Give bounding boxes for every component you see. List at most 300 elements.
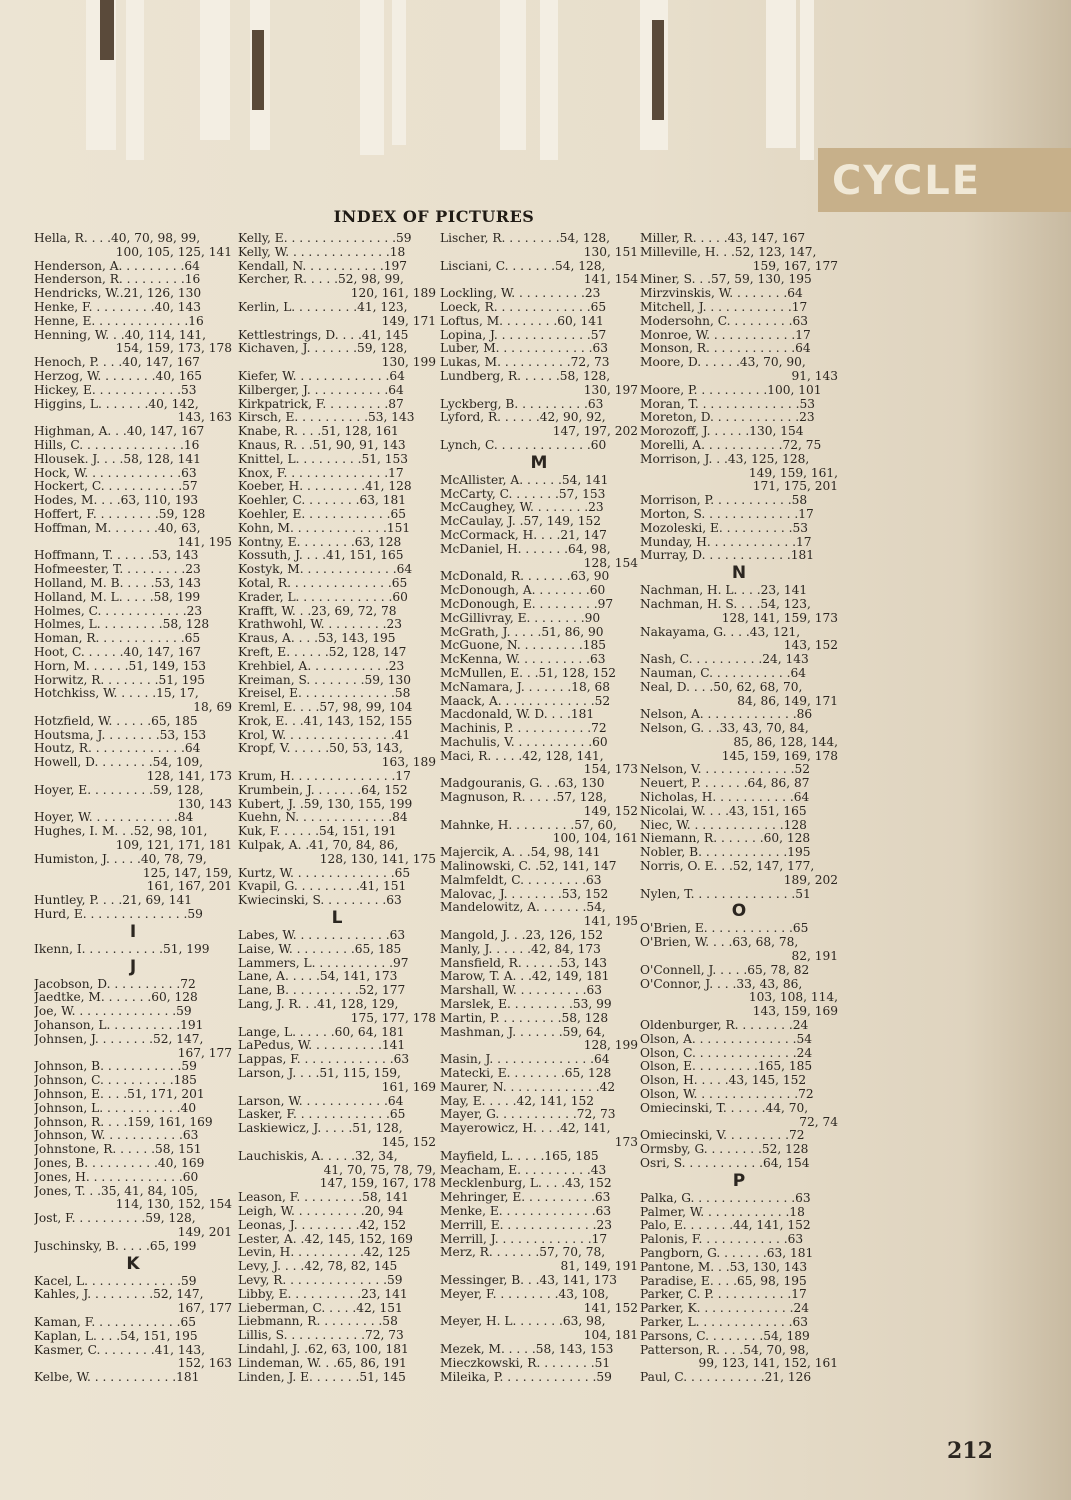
index-entry: Osri, S. . . . . . . . . . .64, 154 (640, 1157, 810, 1170)
index-entry: Holmes, L. . . . . . . . .58, 128 (34, 618, 210, 632)
index-entry: Mitchell, J. . . . . . . . . . . .17 (640, 300, 808, 314)
index-column-2 (238, 232, 436, 1384)
index-entry: Norris, O. E. . .52, 147, 177, (640, 860, 815, 874)
index-entry: Nakayama, G. . . .43, 121, (640, 625, 801, 639)
index-entry: Johnson, C. . . . . . . . . .185 (34, 1074, 197, 1088)
index-entry: Homan, R. . . . . . . . . . . .65 (34, 632, 201, 646)
index-entry: Paul, C. . . . . . . . . . .21, 126 (640, 1371, 812, 1385)
index-entry: Nobler, B. . . . . . . . . . . .195 (640, 846, 811, 860)
index-entry-continuation: 128, 130, 141, 175 (319, 852, 436, 866)
index-entry: Hoot, C. . . . . .40, 147, 167 (34, 645, 201, 659)
index-entry: Patterson, R. . . .54, 70, 98, (640, 1343, 810, 1357)
index-entry: Lappas, F. . . . . . . . . . . . .63 (238, 1053, 410, 1067)
index-entry: Hoyer, W. . . . . . . . . . . .84 (34, 811, 194, 825)
index-entry: Niemann, R. . . . . . .60, 128 (640, 832, 811, 846)
index-entry-continuation: 143, 152 (783, 639, 838, 653)
index-column-3 (440, 232, 638, 1384)
index-entry: O'Brien, E. . . . . . . . . . . .65 (640, 922, 809, 936)
index-entry: Johnson, B. . . . . . . . . . .59 (34, 1060, 197, 1074)
index-entry: Kubert, J. .59, 130, 155, 199 (238, 797, 413, 811)
index-entry: Kerlin, L. . . . . . . . .41, 123, (238, 300, 408, 314)
index-entry-continuation: 141, 195 (583, 915, 638, 929)
index-entry: Krathwohl, W. . . . . . . . .23 (238, 618, 402, 632)
index-entry: McMullen, E. . .51, 128, 152 (440, 666, 617, 680)
index-entry: Olson, A. . . . . . . . . . . . . .54 (640, 1032, 812, 1046)
index-entry: Palmer, W. . . . . . . . . . . .18 (640, 1205, 805, 1219)
index-entry-continuation: 154, 173 (583, 763, 638, 777)
index-entry: Kilberger, J. . . . . . . . . . .64 (238, 383, 404, 397)
index-entry: Hockert, C. . . . . . . . . . .57 (34, 480, 198, 494)
index-entry: Nauman, C. . . . . . . . . . .64 (640, 666, 806, 680)
index-entry-continuation: 149, 159, 161, (748, 466, 838, 480)
index-entry: Lane, B. . . . . . . . . .52, 177 (238, 984, 406, 998)
index-entry: Hoyer, E. . . . . . . . .59, 128, (34, 783, 204, 797)
index-entry-continuation: 141, 152 (583, 1301, 638, 1315)
index-entry: Kelly, E. . . . . . . . . . . . . . .59 (238, 232, 412, 245)
index-entry: McDonough, E. . . . . . . . .97 (440, 597, 614, 611)
index-entry: May, E. . . . .42, 141, 152 (440, 1094, 595, 1108)
index-entry: Monroe, W. . . . . . . . . . . .17 (640, 328, 811, 342)
index-entry: Milleville, H. . .52, 123, 147, (640, 245, 817, 259)
index-entry: Johanson, L. . . . . . . . . .191 (34, 1019, 204, 1033)
index-entry: Mayerowicz, H. . . .42, 141, (440, 1122, 611, 1136)
index-entry: Hotzfield, W. . . . . .65, 185 (34, 714, 198, 728)
index-entry-continuation: 154, 159, 173, 178 (115, 342, 232, 356)
index-entry: Levy, R. . . . . . . . . . . . . .59 (238, 1273, 403, 1287)
index-entry-continuation: 128, 154 (583, 556, 638, 570)
index-entry-continuation: 159, 167, 177 (752, 259, 838, 273)
banner-stripe (200, 0, 230, 140)
index-entry: Mayfield, L. . . . .165, 185 (440, 1149, 599, 1163)
index-entry: O'Connell, J. . . . .65, 78, 82 (640, 963, 810, 977)
page-number: 212 (947, 1438, 993, 1464)
index-entry-continuation: 120, 161, 189 (350, 287, 436, 301)
index-entry: Krok, E. . .41, 143, 152, 155 (238, 714, 413, 728)
index-entry: Liebmann, R. . . . . . . . .58 (238, 1315, 398, 1329)
index-entry: Libby, E. . . . . . . . . .23, 141 (238, 1287, 408, 1301)
index-entry-continuation: 147, 159, 167, 178 (319, 1177, 436, 1191)
index-entry: Mandelowitz, A. . . . . . .54, (440, 901, 606, 915)
banner-stripe (500, 0, 526, 150)
index-entry: Jones, B. . . . . . . . . .40, 169 (34, 1157, 205, 1170)
cycle-banner (818, 148, 1071, 212)
index-entry: Koeber, H. . . . . . . . .41, 128 (238, 480, 412, 494)
index-entry: Nelson, V. . . . . . . . . . . . .52 (640, 763, 810, 777)
index-entry: Olson, C. . . . . . . . . . . . . .24 (640, 1046, 813, 1060)
index-entry: Luber, M. . . . . . . . . . . . .63 (440, 342, 609, 356)
index-entry: Niec, W. . . . . . . . . . . . .128 (640, 818, 807, 832)
index-entry: McDonough, A. . . . . . . .60 (440, 584, 606, 598)
index-entry-continuation: 145, 159, 169, 178 (721, 749, 838, 763)
index-entry: Highman, A. . .40, 147, 167 (34, 425, 205, 439)
index-entry: Labes, W. . . . . . . . . . . . .63 (238, 929, 406, 943)
index-entry-continuation: 173 (614, 1136, 638, 1149)
index-entry: Houtsma, J. . . . . . . .53, 153 (34, 728, 207, 742)
index-entry-continuation: 125, 147, 159, (142, 866, 232, 880)
index-entry: Ormsby, G. . . . . . . .52, 128 (640, 1143, 809, 1157)
index-entry: Kacel, L. . . . . . . . . . . . .59 (34, 1274, 197, 1288)
index-entry: Henoch, P. . . .40, 147, 167 (34, 356, 200, 370)
letter-heading: J (129, 957, 137, 977)
index-entry: Machulis, V. . . . . . . . . . .60 (440, 735, 608, 749)
index-entry: Nicolai, W. . . .43, 151, 165 (640, 804, 807, 818)
index-entry: Larson, W. . . . . . . . . . . .64 (238, 1094, 404, 1108)
index-entry: Macdonald, W. D. . . .181 (440, 708, 595, 722)
index-entry: Morelli, A. . . . . . . . . . .72, 75 (640, 438, 822, 452)
index-entry: Maurer, N. . . . . . . . . . . . .42 (440, 1080, 616, 1094)
index-entry: Kaman, F. . . . . . . . . . . .65 (34, 1315, 196, 1329)
index-entry: Ikenn, I. . . . . . . . . . .51, 199 (34, 942, 210, 956)
letter-heading: P (732, 1171, 746, 1191)
index-entry: Herzog, W. . . . . . . .40, 165 (34, 369, 202, 383)
index-entry-continuation: 163, 189 (381, 756, 436, 770)
index-entry-continuation: 99, 123, 141, 152, 161 (698, 1357, 838, 1371)
banner-stripe (652, 20, 664, 120)
index-entry-continuation: 145, 152 (381, 1136, 436, 1149)
index-entry: Kasmer, C. . . . . . . .41, 143, (34, 1343, 206, 1357)
index-entry-continuation: 104, 181 (583, 1329, 638, 1343)
index-entry: Henning, W. . .40, 114, 141, (34, 328, 207, 342)
index-entry: Lane, A. . . . .54, 141, 173 (238, 970, 398, 984)
index-entry: Johnson, W. . . . . . . . . . .63 (34, 1129, 199, 1143)
index-entry: Howell, D. . . . . . . .54, 109, (34, 756, 203, 770)
index-entry-continuation: 128, 141, 159, 173 (721, 611, 838, 625)
banner-stripe (126, 0, 144, 160)
index-entry: Malmfeldt, C. . . . . . . . .63 (440, 873, 602, 887)
index-entry: McDaniel, H. . . . . . .64, 98, (440, 542, 611, 556)
index-entry: Kirkpatrick, F. . . . . . . . .87 (238, 397, 404, 411)
index-entry: Kwiecinski, S. . . . . . . . .63 (238, 894, 402, 908)
index-entry: O'Connor, J. . . .33, 43, 86, (640, 977, 803, 991)
index-entry: Mozoleski, E. . . . . . . . . .53 (640, 521, 808, 535)
index-entry: Palka, G. . . . . . . . . . . . . .63 (640, 1191, 811, 1205)
index-entry-continuation: 152, 163 (177, 1357, 232, 1371)
index-entry-continuation: 161, 167, 201 (146, 880, 232, 894)
letter-heading: O (731, 902, 747, 922)
index-entry: Levin, H. . . . . . . . . .42, 125 (238, 1246, 411, 1260)
index-entry: Machinis, P. . . . . . . . . . .72 (440, 722, 607, 736)
index-entry-continuation: 175, 177, 178 (350, 1011, 436, 1025)
index-entry-continuation: 114, 130, 152, 154 (115, 1198, 232, 1212)
index-entry: Kreml, E. . . .57, 98, 99, 104 (238, 701, 413, 715)
index-entry: Mezek, M. . . . .58, 143, 153 (440, 1342, 614, 1356)
index-entry: Mashman, J. . . . . . .59, 64, (440, 1025, 606, 1039)
index-entry: Larson, J. . . .51, 115, 159, (238, 1067, 401, 1081)
index-entry: Johnstone, R. . . . . .58, 151 (34, 1143, 202, 1157)
index-entry: Merz, R. . . . . . .57, 70, 78, (440, 1246, 606, 1260)
index-entry: Nachman, H. S. . . .54, 123, (640, 597, 811, 611)
index-entry: Olson, E. . . . . . . . .165, 185 (640, 1060, 813, 1074)
index-entry: Lieberman, C. . . . .42, 151 (238, 1301, 403, 1315)
index-entry: Murray, D. . . . . . . . . . . .181 (640, 549, 814, 563)
index-entry: Lang, J. R. . .41, 128, 129, (238, 998, 399, 1012)
index-entry: Hotchkiss, W. . . . . .15, 17, (34, 687, 199, 701)
letter-heading: K (126, 1254, 140, 1274)
index-entry: Mangold, J. . .23, 126, 152 (440, 929, 604, 943)
index-entry: Moreton, D. . . . . . . . . . . .23 (640, 411, 815, 425)
index-entry: Hoffman, M. . . . . . .40, 63, (34, 521, 201, 535)
index-entry: Huntley, P. . . .21, 69, 141 (34, 894, 192, 908)
index-entry: Parker, K. . . . . . . . . . . . .24 (640, 1302, 810, 1316)
index-entry: Krafft, W. . .23, 69, 72, 78 (238, 604, 397, 618)
index-entry-continuation: 91, 143 (791, 369, 838, 383)
index-entry: Kahles, J. . . . . . . . .52, 147, (34, 1288, 204, 1302)
index-entry: Nylen, T. . . . . . . . . . . . . .51 (640, 887, 811, 901)
banner-stripe (100, 0, 114, 60)
index-entry: Miller, R. . . . .43, 147, 167 (640, 232, 806, 245)
index-entry: Neuert, P. . . . . . .64, 86, 87 (640, 777, 810, 791)
index-entry: McGrath, J. . . . .51, 86, 90 (440, 625, 604, 639)
index-entry-continuation: 128, 141, 173 (146, 770, 232, 784)
index-entry: Morrison, J. . .43, 125, 128, (640, 452, 810, 466)
index-entry: Kontny, E. . . . . . . .63, 128 (238, 535, 402, 549)
index-entry: Paradise, E. . . .65, 98, 195 (640, 1274, 807, 1288)
index-entry: Krader, L. . . . . . . . . . . . .60 (238, 590, 408, 604)
cycle-banner-text: CYCLE (832, 158, 982, 204)
index-entry-continuation: 143, 163 (177, 411, 232, 425)
index-entry: Knox, F. . . . . . . . . . . . . .17 (238, 466, 404, 480)
index-entry-continuation: 130, 151 (583, 245, 638, 259)
index-entry: Nachman, H. L. . . .23, 141 (640, 584, 808, 598)
index-entry: Kropf, V. . . . . .50, 53, 143, (238, 742, 403, 756)
index-entry: Lange, L. . . . . .60, 64, 181 (238, 1025, 405, 1039)
index-entry: Nash, C. . . . . . . . . .24, 143 (640, 653, 809, 667)
index-entry: Kurtz, W. . . . . . . . . . . . . .65 (238, 866, 411, 880)
index-entry: Modersohn, C. . . . . . . . .63 (640, 314, 808, 328)
index-entry: Maci, R. . . . .42, 128, 141, (440, 749, 604, 763)
index-entry: McGuone, N. . . . . . . . .185 (440, 639, 607, 653)
index-entry: Hoffert, F. . . . . . . . .59, 128 (34, 507, 206, 521)
index-entry: Kelly, W. . . . . . . . . . . . . .18 (238, 245, 406, 259)
index-entry: Malinowski, C. .52, 141, 147 (440, 860, 617, 874)
index-entry: Kostyk, M. . . . . . . . . . . . .64 (238, 563, 413, 577)
banner-stripe (360, 0, 384, 155)
index-entry: Masin, J. . . . . . . . . . . . . .64 (440, 1053, 610, 1067)
index-entry: Levy, J. . . .42, 78, 82, 145 (238, 1260, 398, 1274)
index-entry-continuation: 100, 104, 161 (552, 832, 638, 846)
index-entry-continuation: 18, 69 (193, 701, 232, 715)
index-entry: Horn, M. . . . . .51, 149, 153 (34, 659, 207, 673)
index-entry: Hodes, M. . . .63, 110, 193 (34, 494, 199, 508)
index-entry: Hlousek. J. . . .58, 128, 141 (34, 452, 201, 466)
index-entry: Henne, E. . . . . . . . . . . . .16 (34, 314, 204, 328)
index-entry-continuation: 82, 191 (791, 950, 838, 964)
index-entry: Loftus, M. . . . . . . .60, 141 (440, 314, 604, 328)
index-entry: Houtz, R. . . . . . . . . . . . .64 (34, 742, 201, 756)
index-entry: Mirzvinskis, W. . . . . . . .64 (640, 287, 803, 301)
index-entry: Marshall, W. . . . . . . . . .63 (440, 984, 602, 998)
index-entry: Koehler, C. . . . . . . .63, 181 (238, 494, 407, 508)
index-entry: Marslek, E. . . . . . . . .53, 99 (440, 998, 612, 1012)
index-entry: Lindeman, W. . .65, 86, 191 (238, 1356, 407, 1370)
index-entry: Johnson, E. . . .51, 171, 201 (34, 1088, 205, 1102)
index-entry: Martin, P. . . . . . . . .58, 128 (440, 1011, 609, 1025)
index-entry: Lester, A. .42, 145, 152, 169 (238, 1232, 413, 1246)
index-entry: Lasker, F. . . . . . . . . . . . .65 (238, 1108, 406, 1122)
index-entry: Merrill, J. . . . . . . . . . . . .17 (440, 1232, 608, 1246)
index-entry: McCarty, C. . . . . . .57, 153 (440, 487, 606, 501)
banner-stripe (540, 0, 558, 160)
index-entry: Marow, T. A. . .42, 149, 181 (440, 970, 610, 984)
index-entry: Hendricks, W..21, 126, 130 (34, 287, 202, 301)
index-entry-continuation: 130, 143 (177, 797, 232, 811)
index-entry: McGillivray, E. . . . . . . .90 (440, 611, 601, 625)
index-entry: Kettlestrings, D. . . .41, 145 (238, 328, 409, 342)
index-entry: Lyford, R. . . . . .42, 90, 92, (440, 411, 606, 425)
index-entry: Meyer, F. . . . . . . . .43, 108, (440, 1287, 609, 1301)
index-entry: Henderson, A. . . . . . . . .64 (34, 259, 200, 273)
index-entry-continuation: 147, 197, 202 (552, 425, 638, 439)
index-entry: Johnson, R. . . .159, 161, 169 (34, 1115, 213, 1129)
index-entry: Meacham, E. . . . . . . . . .43 (440, 1163, 607, 1177)
index-entry: Kreiman, S. . . . . . . .59, 130 (238, 673, 412, 687)
index-entry: Pantone, M. . .53, 130, 143 (640, 1260, 808, 1274)
index-entry: Munday, H. . . . . . . . . . . .17 (640, 535, 812, 549)
index-entry: Laise, W. . . . . . . . .65, 185 (238, 942, 402, 956)
index-entry: Lopina, J. . . . . . . . . . . . .57 (440, 328, 607, 342)
index-entry: Lukas, M. . . . . . . . . .72, 73 (440, 356, 610, 370)
index-entry: Oldenburger, R. . . . . . . .24 (640, 1019, 809, 1033)
index-entry-continuation: 103, 108, 114, (748, 991, 838, 1005)
index-entry: Olson, H. . . . .43, 145, 152 (640, 1074, 807, 1088)
index-entry: Jones, H. . . . . . . . . . . . .60 (34, 1170, 199, 1184)
index-entry: Lisciani, C. . . . . . .54, 128, (440, 259, 606, 273)
index-entry: Holmes, C. . . . . . . . . . . .23 (34, 604, 203, 618)
index-entry: Kvapil, G. . . . . . . . .41, 151 (238, 880, 407, 894)
index-entry: McAllister, A. . . . . .54, 141 (440, 473, 609, 487)
index-entry: Lundberg, R. . . . . .58, 128, (440, 369, 611, 383)
index-entry: Leigh, W. . . . . . . . . .20, 94 (238, 1204, 404, 1218)
index-entry: Malovac, J. . . . . . . .53, 152 (440, 887, 609, 901)
index-entry: Mansfield, R. . . . . .53, 143 (440, 956, 607, 970)
index-entry: Mecklenburg, L. . . .43, 152 (440, 1177, 612, 1191)
index-entry: Jaedtke, M. . . . . . .60, 128 (34, 991, 198, 1005)
index-entry: Majercik, A. . .54, 98, 141 (440, 846, 601, 860)
index-entry-continuation: 41, 70, 75, 78, 79, (323, 1163, 436, 1177)
index-entry-continuation: 130, 197 (583, 383, 638, 397)
index-entry: Pangborn, G. . . . . . .63, 181 (640, 1246, 814, 1260)
index-entry: Holland, M. L. . . . .58, 199 (34, 590, 201, 604)
index-entry: Kuk, F. . . . . .54, 151, 191 (238, 825, 397, 839)
index-entry-continuation: 189, 202 (783, 873, 838, 887)
index-entry: Lischer, R. . . . . . . .54, 128, (440, 232, 611, 245)
index-entry: LaPedus, W. . . . . . . . . .141 (238, 1039, 406, 1053)
index-entry: Parker, L. . . . . . . . . . . . .63 (640, 1315, 809, 1329)
index-entry: Hoffmann, T. . . . . .53, 143 (34, 549, 199, 563)
index-entry: Monson, R. . . . . . . . . . . .64 (640, 342, 811, 356)
index-entry-continuation: 167, 177 (177, 1046, 232, 1060)
index-entry: O'Brien, W. . . .63, 68, 78, (640, 936, 799, 950)
index-entry: Meyer, H. L. . . . . . .63, 98, (440, 1315, 606, 1329)
index-entry: Krumbein, J. . . . . . .64, 152 (238, 783, 408, 797)
index-entry: Kohn, M. . . . . . . . . . . . .151 (238, 521, 411, 535)
index-entry-continuation: 161, 169 (381, 1080, 436, 1094)
index-entry: Palonis, F. . . . . . . . . . . .63 (640, 1233, 804, 1247)
index-entry-continuation: 141, 195 (177, 535, 232, 549)
index-entry: Krehbiel, A. . . . . . . . . . .23 (238, 659, 405, 673)
index-entry: Morozoff, J. . . . . .130, 154 (640, 425, 804, 439)
index-entry: Laskiewicz, J. . . . .51, 128, (238, 1122, 403, 1136)
index-entry: Kirsch, E. . . . . . . . . .53, 143 (238, 411, 415, 425)
index-entry: Manly, J. . . . . .42, 84, 173 (440, 942, 601, 956)
index-entry: Leonas, J. . . . . . . . .42, 152 (238, 1218, 407, 1232)
index-entry: McCaughey, W. . . . . . . .23 (440, 501, 604, 515)
index-entry-continuation: 149, 171 (381, 314, 436, 328)
index-column-1 (34, 232, 232, 1385)
index-entry: Horwitz, R. . . . . . . .51, 195 (34, 673, 205, 687)
index-entry: Messinger, B. . .43, 141, 173 (440, 1273, 618, 1287)
index-entry: Merrill, E. . . . . . . . . . . . .23 (440, 1218, 613, 1232)
index-entry-continuation: 167, 177 (177, 1302, 232, 1316)
index-entry: Kreisel, E. . . . . . . . . . . . .58 (238, 687, 411, 701)
letter-heading: I (129, 922, 137, 942)
banner-stripe (252, 30, 264, 110)
index-entry: Loeck, R. . . . . . . . . . . . .65 (440, 300, 607, 314)
letter-heading: L (331, 909, 343, 929)
banner-stripe (800, 0, 814, 160)
index-entry: Higgins, L. . . . . . .40, 142, (34, 397, 199, 411)
index-entry: Juschinsky, B. . . . .65, 199 (34, 1239, 197, 1253)
index-entry: Kelbe, W. . . . . . . . . . . .181 (34, 1371, 200, 1385)
index-entry: Kichaven, J. . . . . . .59, 128, (238, 342, 408, 356)
banner-stripe (766, 0, 796, 148)
index-entry: Nelson, G. . .33, 43, 70, 84, (640, 722, 809, 736)
index-entry: Hughes, I. M. . .52, 98, 101, (34, 825, 208, 839)
index-entry: Kiefer, W. . . . . . . . . . . . .64 (238, 369, 405, 383)
index-entry: Lammers, L. . . . . . . . . . .97 (238, 956, 409, 970)
index-entry: Moore, P. . . . . . . . . .100, 101 (640, 383, 822, 397)
index-entry: Lillis, S. . . . . . . . . . .72, 73 (238, 1329, 404, 1343)
index-entry: Kulpak, A. .41, 70, 84, 86, (238, 839, 399, 853)
index-entry: Joe, W. . . . . . . . . . . . . .59 (34, 1005, 192, 1019)
index-entry: Jacobson, D. . . . . . . . . .72 (34, 977, 196, 991)
index-entry: Lindahl, J. .62, 63, 100, 181 (238, 1342, 409, 1356)
index-entry: Kraus, A. . . .53, 143, 195 (238, 632, 396, 646)
index-entry: Kaplan, L. . . .54, 151, 195 (34, 1329, 198, 1343)
index-entry: Koehler, E. . . . . . . . . . . .65 (238, 507, 407, 521)
index-entry: Knittel, L. . . . . . . . .51, 153 (238, 452, 408, 466)
index-entry: Olson, W. . . . . . . . . . . . . .72 (640, 1088, 814, 1102)
index-entry: Kotal, R. . . . . . . . . . . . . .65 (238, 576, 408, 590)
index-entry: Omiecinski, T. . . . . .44, 70, (640, 1101, 809, 1115)
index-entry: McDonald, R. . . . . . .63, 90 (440, 570, 610, 584)
index-entry: Menke, E. . . . . . . . . . . . .63 (440, 1204, 612, 1218)
index-entry: Parsons, C. . . . . . . .54, 189 (640, 1329, 810, 1343)
index-entry: Miner, S. . .57, 59, 130, 195 (640, 273, 812, 287)
index-entry: Morton, S. . . . . . . . . . . . .17 (640, 507, 814, 521)
index-entry: Moore, D. . . . . .43, 70, 90, (640, 356, 806, 370)
index-entry: Maack, A. . . . . . . . . . . . .52 (440, 694, 611, 708)
index-entry: McCormack, H. . . .21, 147 (440, 528, 607, 542)
index-entry: Mileika, P. . . . . . . . . . . . .59 (440, 1370, 612, 1384)
index-entry-continuation: 81, 149, 191 (560, 1260, 638, 1274)
index-entry-continuation: 109, 121, 171, 181 (115, 839, 232, 853)
page-title: INDEX OF PICTURES (333, 207, 535, 226)
index-entry-continuation: 149, 201 (177, 1225, 232, 1239)
index-entry: Jost, F. . . . . . . . . .59, 128, (34, 1212, 196, 1226)
index-entry: Mehringer, E. . . . . . . . . .63 (440, 1191, 611, 1205)
index-entry: Holland, M. B. . . . .53, 143 (34, 576, 201, 590)
index-entry: Mieczkowski, R. . . . . . . .51 (440, 1356, 611, 1370)
index-entry: Hock, W. . . . . . . . . . . . .63 (34, 466, 197, 480)
index-entry: Nelson, A. . . . . . . . . . . . .86 (640, 708, 813, 722)
index-entry: Omiecinski, V. . . . . . . . .72 (640, 1129, 805, 1143)
index-entry: Hills, C. . . . . . . . . . . . . .16 (34, 438, 200, 452)
index-entry: Henke, F. . . . . . . . .40, 143 (34, 300, 201, 314)
index-entry: Lyckberg, B. . . . . . . . . .63 (440, 397, 604, 411)
index-entry-continuation: 171, 175, 201 (752, 480, 838, 494)
index-entry: Humiston, J. . . . .40, 78, 79, (34, 852, 207, 866)
